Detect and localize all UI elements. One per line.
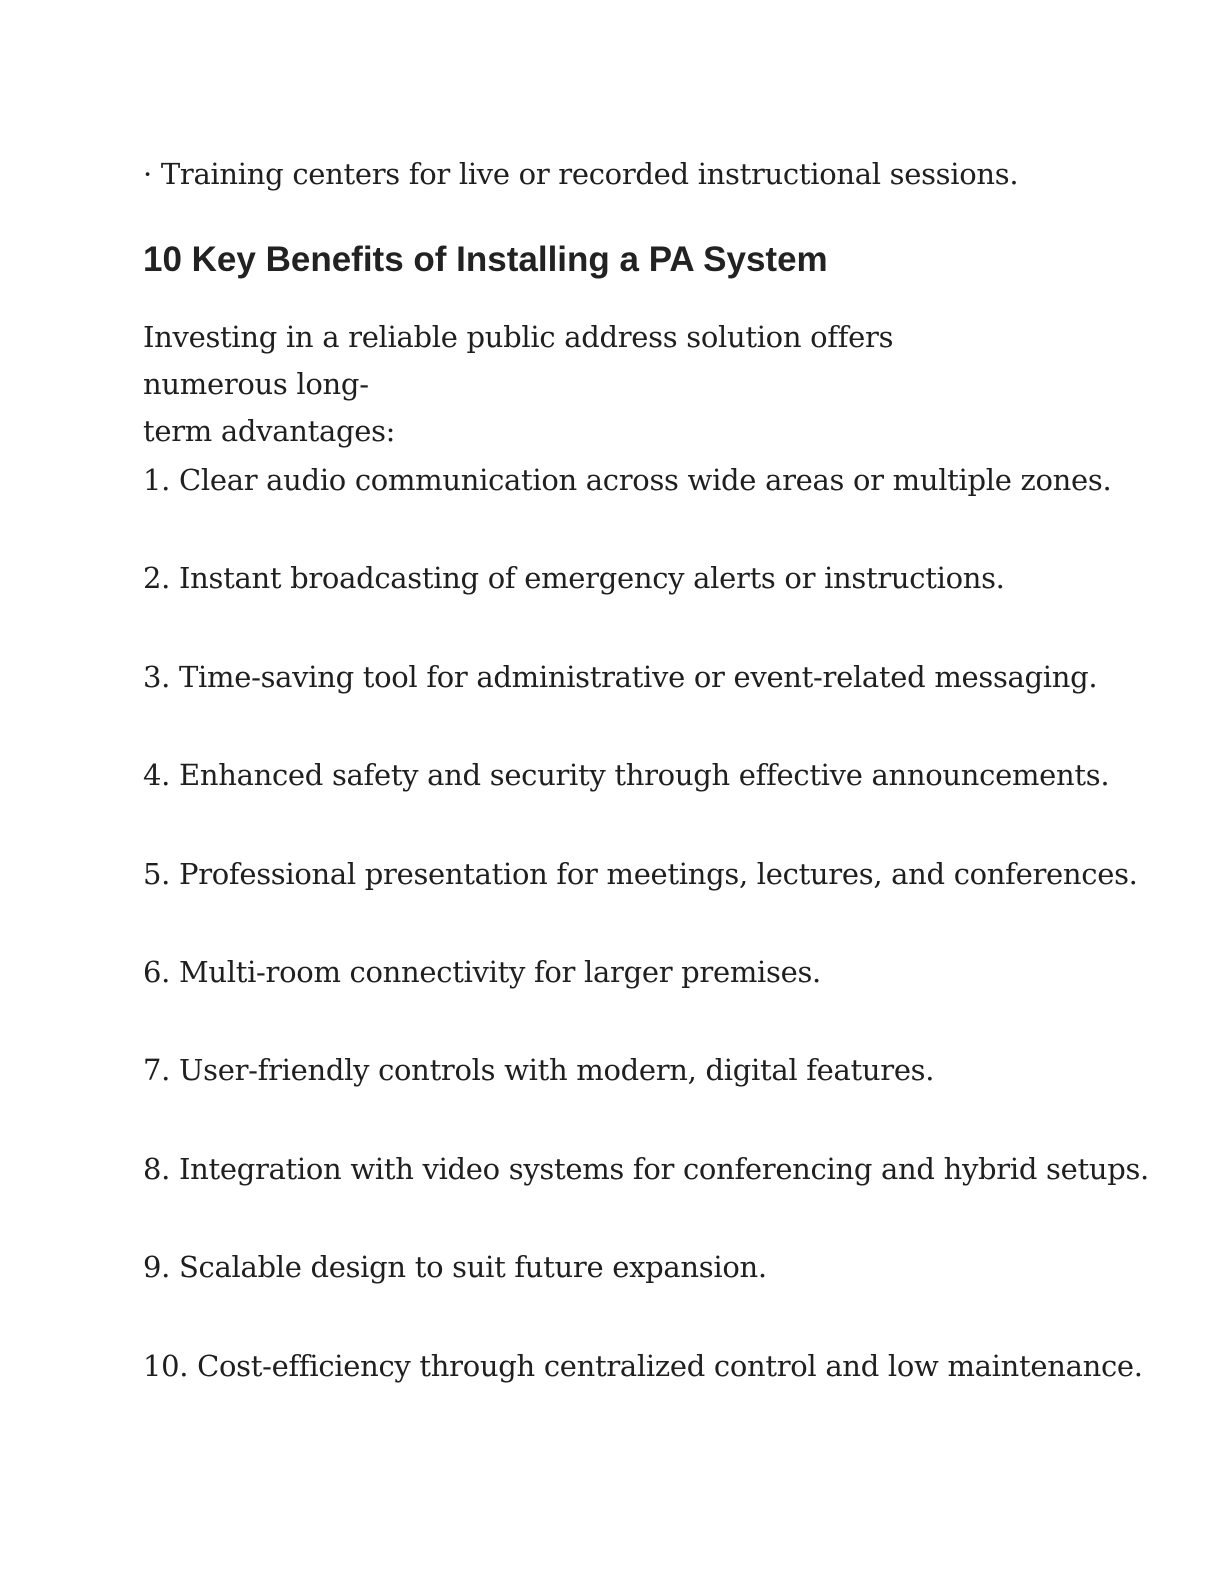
benefit-item: 9. Scalable design to suit future expansion. bbox=[143, 1250, 767, 1285]
section-heading: 10 Key Benefits of Installing a PA System bbox=[143, 240, 828, 279]
benefit-item: 6. Multi-room connectivity for larger premises. bbox=[143, 954, 821, 989]
benefits-list bbox=[143, 460, 1149, 1444]
benefit-item: 3. Time-saving tool for administrative or event-related messaging. bbox=[143, 659, 1098, 694]
intro-line-2: term advantages: bbox=[143, 414, 396, 448]
intro-paragraph bbox=[143, 314, 1043, 455]
benefit-item: 5. Professional presentation for meetings, lectures, and conferences. bbox=[143, 856, 1138, 891]
benefit-item: 4. Enhanced safety and security through effective announcements. bbox=[143, 758, 1110, 793]
benefit-item: 7. User-friendly controls with modern, digital features. bbox=[143, 1053, 935, 1088]
benefit-item: 8. Integration with video systems for conferencing and hybrid setups. bbox=[143, 1151, 1149, 1186]
benefit-item: 1. Clear audio communication across wide areas or multiple zones. bbox=[143, 463, 1112, 497]
previous-list-item: · Training centers for live or recorded instructional sessions. bbox=[143, 157, 1019, 191]
intro-line-1: Investing in a reliable public address solution offers numerous long- bbox=[143, 320, 894, 401]
benefit-item: 10. Cost-efficiency through centralized control and low maintenance. bbox=[143, 1348, 1143, 1383]
benefit-item: 2. Instant broadcasting of emergency alerts or instructions. bbox=[143, 561, 1005, 596]
